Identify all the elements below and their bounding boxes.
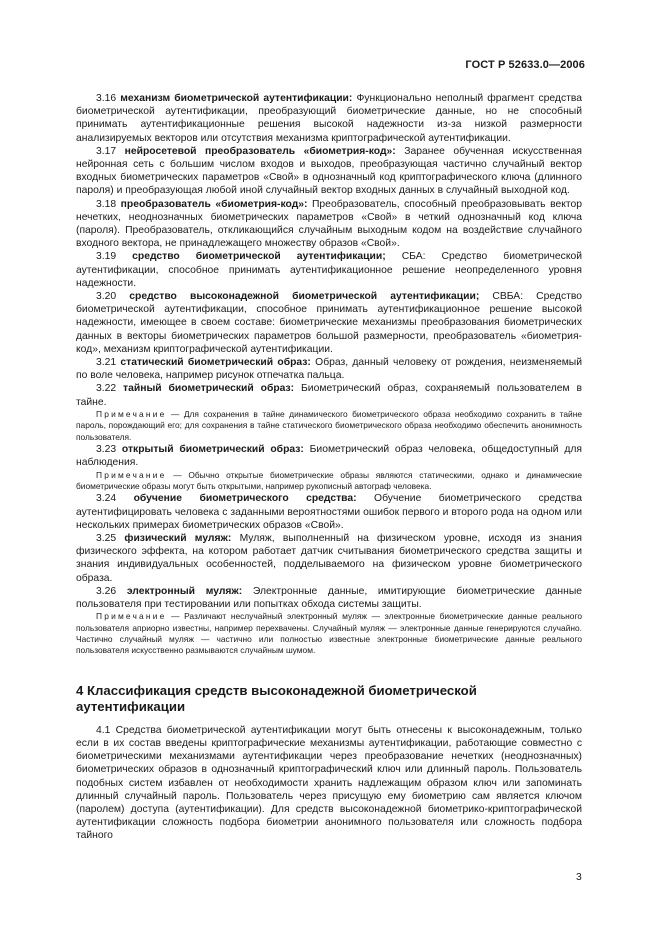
paragraph-4-1: 4.1 Средства биометрической аутентификации могут быть отнесены к высоконадежным, только если в их состав введены криптографические механизмы аутентификации, работающие совместно с биометрическими механизмами аутентификации через преобразование нечетких (неоднозначных) биометрических образов в однозначный криптографический ключ или длинный пароль. Пользователь подобных систем избавлен от необходимости хранить надлежащим образом ключ или запоминать длинный случайный пароль. Пользователь через присущую ему биометрию сам является ключом (паролем) доступа (аутентификации). Для средств высоконадежной биометрико-криптографической аутентификации сложность подбора биометрии анонимного пользователя или сложность подбора тайного xyxy=(76,724,582,842)
definition-text: Заранее обученная искусственная нейронная сеть с большим числом входов и выходов, преобразующая частично случайный вектор входных биометрических параметров «Свой» в однозначный код криптографического ключа (длинного пароля) и преобразующая любой иной случайный вектор входных данных в случайный выходной код. xyxy=(76,145,582,197)
item-number: 3.23 xyxy=(96,444,117,456)
definition-3-24 xyxy=(76,492,582,532)
note-dash: — xyxy=(166,408,184,419)
definition-3-26 xyxy=(76,585,582,611)
item-number: 3.17 xyxy=(96,145,117,157)
term: тайный биометрический образ: xyxy=(123,383,295,395)
definition-3-21 xyxy=(76,356,582,382)
definition-3-19 xyxy=(76,250,582,290)
definition-text: Преобразователь, способный преобразовывать вектор нечетких, неоднозначных биометрических параметров «Свой» в четкий однозначный код ключа (пароля). Преобразователь, откликающийся случайным выходным кодом на воздействие случайного входного вектора, не принадлежащего множеству образов «Свой». xyxy=(76,198,582,250)
term: нейросетевой преобразователь «биометрия-код»: xyxy=(124,145,396,157)
page-number: 3 xyxy=(576,872,582,883)
section-title-line-1: 4 Классификация средств высоконадежной биометрической xyxy=(76,682,477,698)
term: электронный муляж: xyxy=(126,585,243,597)
note-1 xyxy=(76,409,582,443)
section-title-line-2: аутентификации xyxy=(76,698,186,714)
note-label: Примечание xyxy=(96,611,167,622)
item-number: 3.21 xyxy=(96,357,117,369)
definition-text: Функционально неполный фрагмент средства биометрической аутентификации, преобразующий биометрические данные, но не способный принимать аутентификационные решения высокой надежности из-за низкой размерности анализируемых векторов или отсутствия механизма криптографической аутентификации. xyxy=(76,93,582,144)
definition-text: СБА: Средство биометрической аутентификации, способное принимать аутентификационное решение неопределенного уровня надежности. xyxy=(76,251,583,289)
item-number: 3.18 xyxy=(96,198,117,210)
note-text: Различают неслучайный электронный муляж — электронные биометрические данные реального пользователя априорно известны, например перехвачены. Случайный муляж — электронные данные генерируются случайно. Частично случайный муляж — частично или полностью известные электронные биометрические данные реального пользователя искусственно размываются случайным шумом. xyxy=(76,611,582,656)
note-2 xyxy=(76,470,582,493)
item-number: 3.20 xyxy=(96,291,117,303)
definition-3-22 xyxy=(76,382,582,408)
term: механизм биометрической аутентификации: xyxy=(120,93,353,104)
item-number: 3.22 xyxy=(96,383,117,395)
term: статический биометрический образ: xyxy=(120,357,311,369)
definition-text: Образ, данный человеку от рождения, неизменяемый по воле человека, например рисунок отпечатка пальца. xyxy=(76,357,583,382)
note-3 xyxy=(76,611,582,657)
document-code-header: ГОСТ Р 52633.0—2006 xyxy=(465,59,585,71)
definition-3-16 xyxy=(76,92,582,145)
definition-text: Обучение биометрического средства аутентифицировать человека с заданными вероятностями ошибок первого и второго рода на одном или нескольких примерах биометрических образов «Свой». xyxy=(76,493,583,531)
definition-text: СВБА: Средство биометрической аутентификации, способное принимать аутентификационное решение высокой надежности, имеющее в своем составе: биометрические механизмы преобразования биометрических данных в векторы биометрических параметров большой размерности, преобразователь «биометрия-код», механизм криптографической аутентификации. xyxy=(76,291,583,355)
item-number: 3.25 xyxy=(96,532,117,544)
definition-3-17 xyxy=(76,145,582,198)
definition-3-20 xyxy=(76,290,582,356)
definition-text: Биометрический образ человека, общедоступный для наблюдения. xyxy=(76,444,582,469)
definition-3-18 xyxy=(76,198,582,251)
term: средство биометрической аутентификации; xyxy=(132,251,386,263)
note-label: Примечание xyxy=(96,408,167,419)
definition-3-23 xyxy=(76,443,582,469)
term: физический муляж: xyxy=(124,532,232,544)
definition-text: Биометрический образ, сохраняемый пользователем в тайне. xyxy=(76,383,582,408)
term: обучение биометрического средства: xyxy=(133,493,357,505)
item-number: 3.26 xyxy=(96,585,117,597)
section-4-heading xyxy=(76,683,582,715)
item-number: 3.16 xyxy=(96,93,117,104)
note-dash: — xyxy=(166,611,185,622)
term: средство высоконадежной биометрической аутентификации; xyxy=(129,291,480,303)
definition-3-25 xyxy=(76,532,582,585)
note-label: Примечание xyxy=(96,469,167,480)
item-number: 3.24 xyxy=(96,493,117,505)
term: открытый биометрический образ: xyxy=(121,444,304,456)
note-text: Обычно открытые биометрические образы являются статическими, однако и динамические биометрические образы могут быть открытыми, например рукописный автограф человека. xyxy=(76,469,582,491)
page-content xyxy=(76,92,582,843)
definition-text: Муляж, выполненный на физическом уровне, исходя из знания физического эффекта, на котором работает датчик считывания биометрического средства защиты и знания индивидуальных особенностей, подделываемого на физическом уровне биометрического образа. xyxy=(76,532,582,584)
note-text: Для сохранения в тайне динамического биометрического образа необходимо сохранить в тайне пароль, порождающий его; для сохранения в тайне статического биометрического образа необходимо обеспечить анонимность пользователя. xyxy=(76,408,582,442)
note-dash: — xyxy=(166,469,189,480)
item-number: 3.19 xyxy=(96,251,117,263)
term: преобразователь «биометрия-код»: xyxy=(120,198,308,210)
definition-text: Электронные данные, имитирующие биометрические данные пользователя при тестировании или попытках обхода системы защиты. xyxy=(76,585,583,610)
